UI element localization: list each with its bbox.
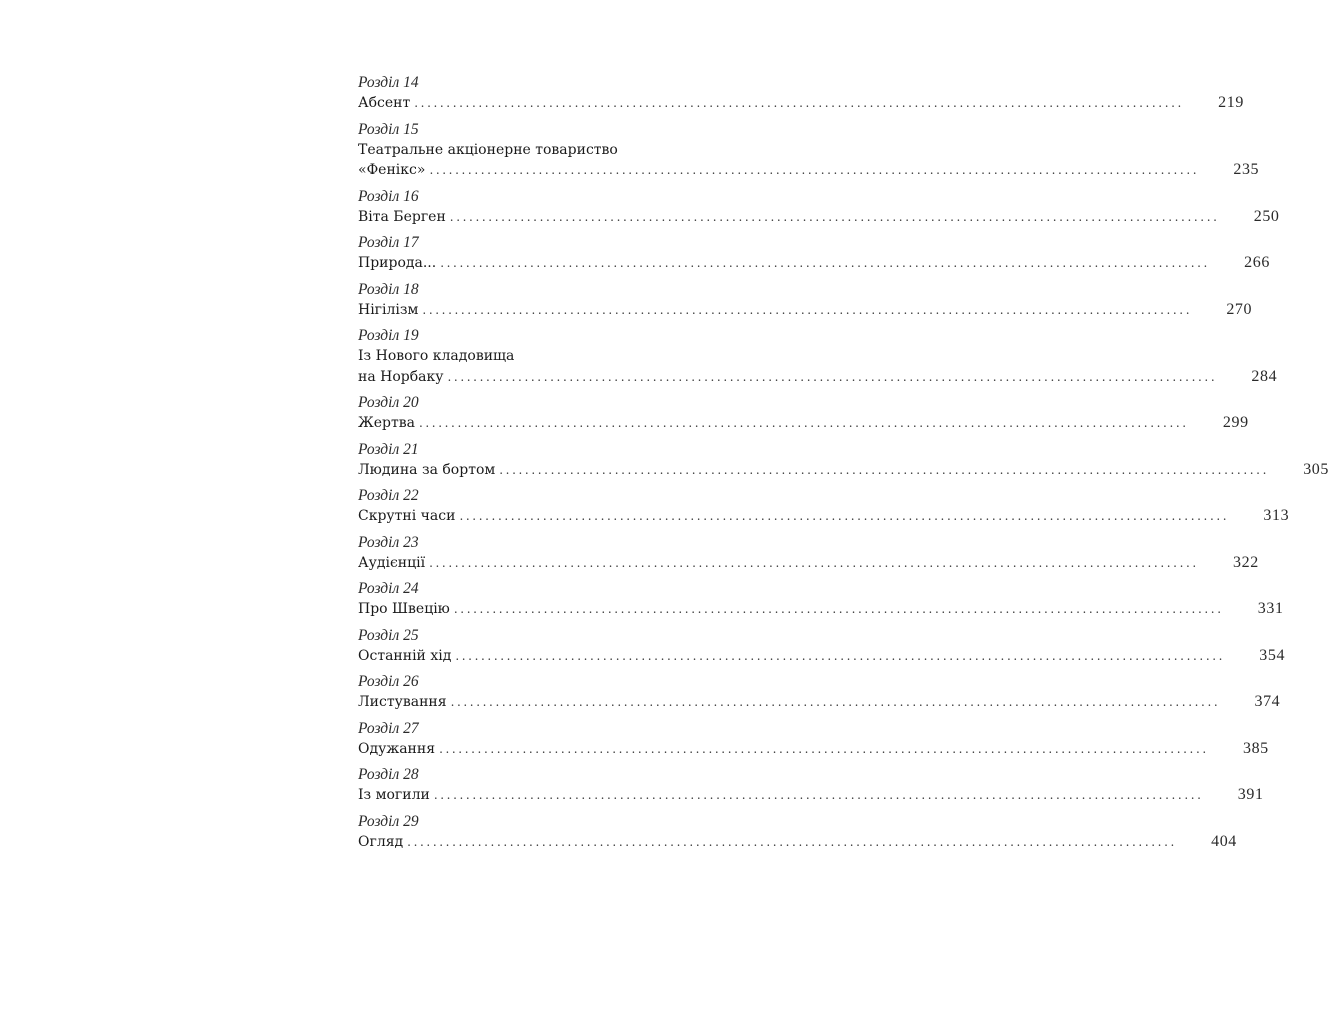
dot-leader: ........................................................................................................................ xyxy=(439,741,1209,756)
toc-entry xyxy=(358,233,1270,274)
dot-leader: ........................................................................................................................ xyxy=(449,209,1220,224)
toc-row xyxy=(358,832,1237,853)
dot-leader: ........................................................................................................................ xyxy=(422,302,1193,317)
toc-entry xyxy=(358,765,1264,806)
toc-entry xyxy=(358,120,1260,181)
page-number: 354 xyxy=(1259,646,1286,664)
toc-entry xyxy=(358,280,1253,321)
chapter-number: Розділ 17 xyxy=(358,234,419,251)
chapter-title: Природа... xyxy=(358,255,437,271)
dot-leader: ........................................................................................................................ xyxy=(429,163,1200,177)
page-number: 266 xyxy=(1244,254,1270,271)
chapter-number: Розділ 27 xyxy=(358,719,419,737)
page-number: 270 xyxy=(1226,300,1253,318)
dot-leader: ........................................................................................................................ xyxy=(429,555,1199,570)
chapter-title: Листування xyxy=(358,694,447,710)
chapter-title: Нігілізм xyxy=(358,301,419,318)
toc-row xyxy=(358,253,1270,274)
chapter-title-line: Із Нового кладовища xyxy=(358,348,515,364)
dot-leader: ........................................................................................................................ xyxy=(455,648,1226,663)
page-number: 305 xyxy=(1303,460,1329,478)
toc-row xyxy=(358,785,1264,806)
toc-entry xyxy=(358,440,1329,481)
toc-row xyxy=(358,506,1290,527)
chapter-number: Розділ 24 xyxy=(358,580,419,597)
chapter-number: Розділ 26 xyxy=(358,673,419,690)
chapter-number: Розділ 18 xyxy=(358,280,419,298)
toc-entry xyxy=(358,187,1280,228)
toc-entry xyxy=(358,812,1237,853)
dot-leader: ........................................................................................................................ xyxy=(414,96,1184,110)
chapter-title: Одужання xyxy=(358,740,436,757)
chapter-number: Розділ 19 xyxy=(358,327,419,344)
toc-row xyxy=(358,93,1244,114)
toc-row xyxy=(358,460,1329,481)
dot-leader: ........................................................................................................................ xyxy=(450,695,1221,709)
toc-row xyxy=(358,692,1281,713)
toc-row xyxy=(358,599,1284,620)
page-number: 313 xyxy=(1263,507,1290,524)
chapter-title: Останній хід xyxy=(358,647,452,664)
table-of-contents xyxy=(358,73,1329,858)
toc-row xyxy=(358,553,1259,574)
page-number: 391 xyxy=(1237,786,1264,803)
toc-row xyxy=(358,300,1253,321)
page-number: 385 xyxy=(1242,739,1269,757)
page-number: 404 xyxy=(1211,832,1237,850)
chapter-title: Аудієнції xyxy=(358,554,426,571)
chapter-title: Жертва xyxy=(358,415,415,431)
chapter-title: Абсент xyxy=(358,95,411,111)
chapter-title: Скрутні часи xyxy=(358,508,456,524)
chapter-number: Розділ 25 xyxy=(358,626,419,644)
toc-entry xyxy=(358,393,1249,434)
dot-leader: ........................................................................................................................ xyxy=(447,369,1218,384)
page-number: 219 xyxy=(1218,94,1244,111)
toc-entry xyxy=(358,486,1290,527)
toc-row xyxy=(358,646,1286,667)
chapter-title: Людина за бортом xyxy=(358,461,496,478)
chapter-title: Про Швецію xyxy=(358,601,450,617)
toc-row xyxy=(358,367,1278,388)
toc-entry xyxy=(358,579,1284,620)
page-number: 250 xyxy=(1253,207,1280,225)
page-number: 374 xyxy=(1254,693,1281,710)
dot-leader: ........................................................................................................................ xyxy=(433,788,1204,802)
dot-leader: ........................................................................................................................ xyxy=(418,416,1189,430)
chapter-number: Розділ 21 xyxy=(358,440,419,458)
toc-row xyxy=(358,413,1249,434)
chapter-number: Розділ 16 xyxy=(358,187,419,205)
toc-row xyxy=(358,207,1280,228)
toc-entry xyxy=(358,626,1286,667)
chapter-title: Віта Берген xyxy=(358,208,446,225)
page-number: 299 xyxy=(1222,414,1249,431)
toc-row xyxy=(358,739,1269,760)
chapter-number: Розділ 29 xyxy=(358,812,419,830)
page-number: 322 xyxy=(1233,553,1259,571)
toc-row xyxy=(358,160,1260,181)
chapter-title: на Норбаку xyxy=(358,368,444,385)
toc-entry xyxy=(358,719,1269,760)
page-number: 284 xyxy=(1251,367,1278,385)
dot-leader: ........................................................................................................................ xyxy=(459,509,1230,523)
page-number: 235 xyxy=(1233,161,1260,178)
dot-leader: ........................................................................................................................ xyxy=(499,462,1269,477)
chapter-number: Розділ 28 xyxy=(358,766,419,783)
dot-leader: ........................................................................................................................ xyxy=(407,834,1177,849)
page-number: 331 xyxy=(1257,600,1284,617)
chapter-title: Із могили xyxy=(358,787,430,803)
chapter-title: «Фенікс» xyxy=(358,162,426,178)
chapter-number: Розділ 14 xyxy=(358,74,419,91)
toc-entry xyxy=(358,73,1244,114)
toc-entry xyxy=(358,533,1259,574)
dot-leader: ........................................................................................................................ xyxy=(453,602,1224,616)
chapter-number: Розділ 15 xyxy=(358,120,419,138)
chapter-title: Огляд xyxy=(358,833,404,850)
chapter-number: Розділ 23 xyxy=(358,533,419,551)
toc-entry xyxy=(358,326,1278,387)
chapter-number: Розділ 20 xyxy=(358,394,419,411)
dot-leader: ........................................................................................................................ xyxy=(440,256,1210,270)
chapter-number: Розділ 22 xyxy=(358,487,419,504)
toc-entry xyxy=(358,672,1281,713)
chapter-title-line: Театральне акціонерне товариство xyxy=(358,141,618,158)
